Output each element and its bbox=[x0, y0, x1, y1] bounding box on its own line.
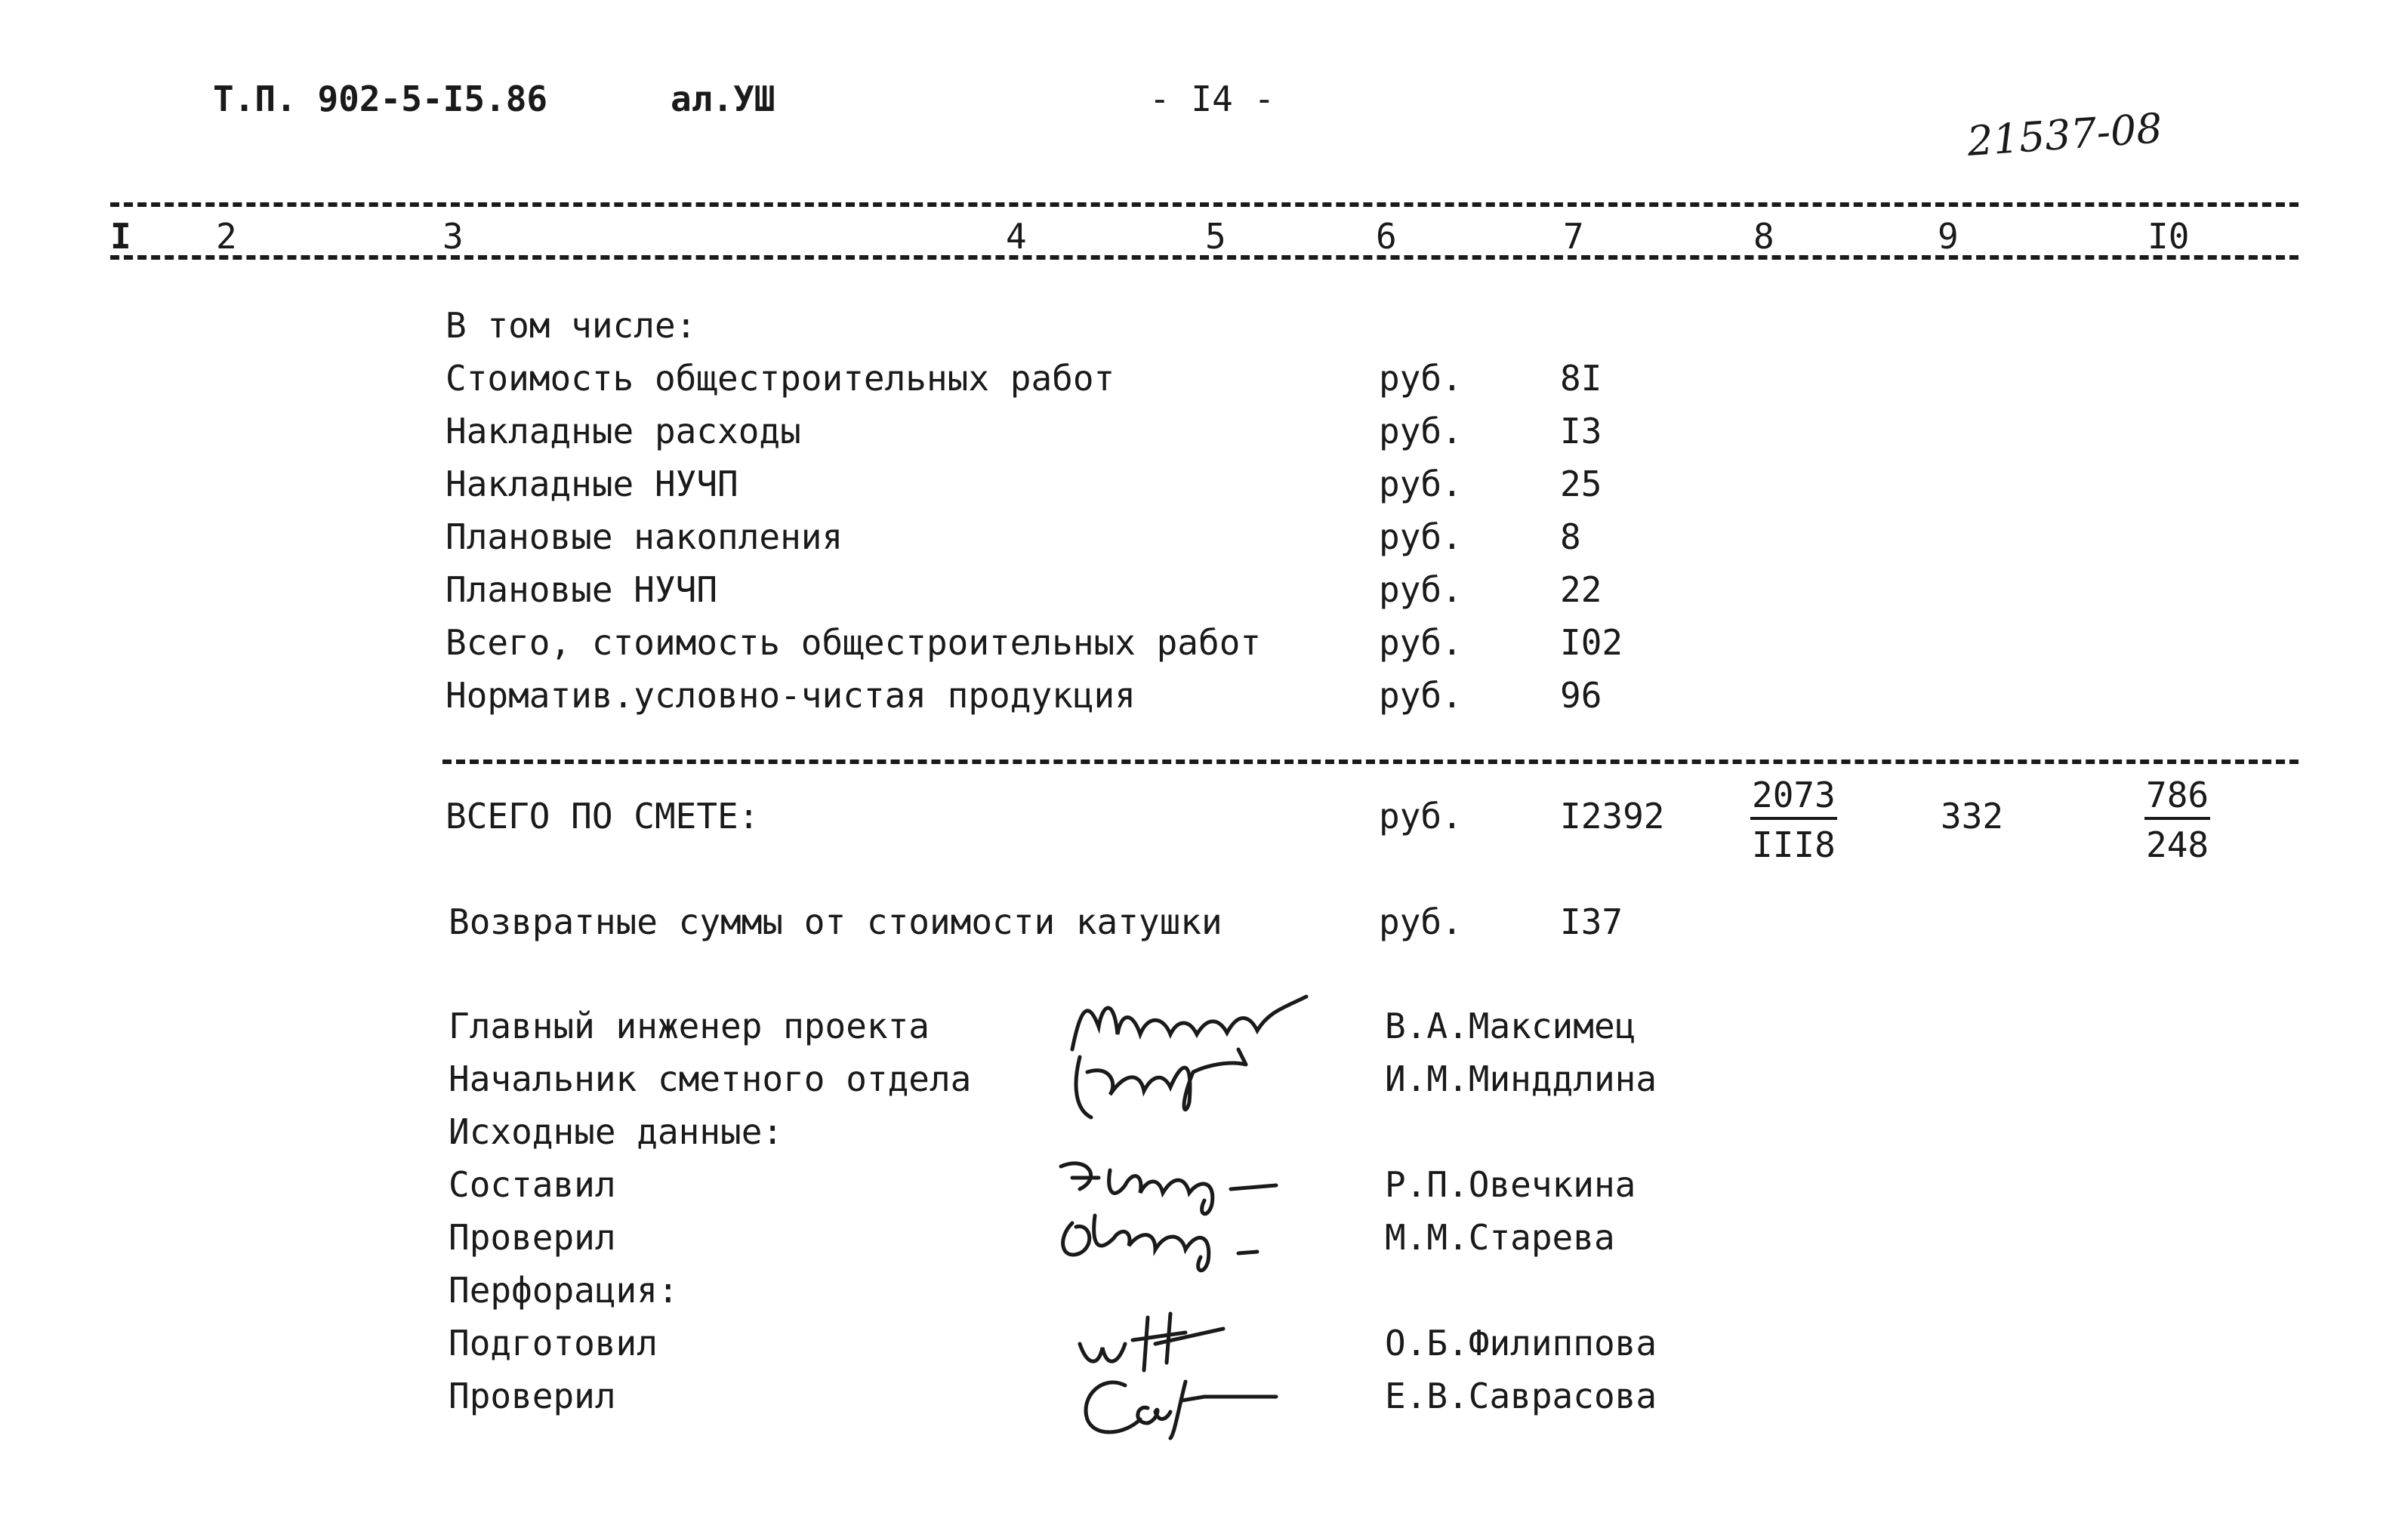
signatory-name: Р.П.Овечкина bbox=[1385, 1164, 1636, 1205]
total-label: ВСЕГО ПО СМЕТЕ: bbox=[446, 796, 760, 837]
total-col8 bbox=[1750, 775, 1837, 865]
stamp-number: 21537-08 bbox=[1966, 104, 2164, 165]
signature-stareva bbox=[1050, 1200, 1321, 1283]
breakdown-value: I3 bbox=[1560, 411, 1602, 451]
total-col10-top: 786 bbox=[2144, 778, 2210, 820]
column-number: 8 bbox=[1753, 216, 1774, 257]
breakdown-label: Норматив.условно-чистая продукция bbox=[446, 675, 1136, 716]
breakdown-label: Накладные НУЧП bbox=[446, 464, 738, 504]
breakdown-label: Накладные расходы bbox=[446, 411, 801, 451]
breakdown-unit: руб. bbox=[1379, 516, 1463, 557]
signature-role: Главный инженер проекта bbox=[449, 1006, 930, 1046]
breakdown-value: I02 bbox=[1560, 622, 1623, 663]
column-number: 6 bbox=[1376, 216, 1397, 257]
breakdown-label: Плановые накопления bbox=[446, 516, 843, 557]
signature-role: Исходные данные: bbox=[449, 1111, 784, 1152]
total-col10-bottom: 248 bbox=[2146, 824, 2209, 865]
column-number: 9 bbox=[1938, 216, 1959, 257]
breakdown-unit: руб. bbox=[1379, 411, 1463, 451]
signature-role: Подготовил bbox=[449, 1323, 658, 1363]
refund-unit: руб. bbox=[1379, 901, 1463, 942]
refund-value: I37 bbox=[1560, 901, 1623, 942]
breakdown-value: 96 bbox=[1560, 675, 1602, 716]
page-number: - I4 - bbox=[1149, 79, 1275, 119]
total-col10 bbox=[2144, 775, 2210, 865]
breakdown-unit: руб. bbox=[1379, 569, 1463, 610]
signature-role: Составил bbox=[449, 1164, 616, 1205]
breakdown-value: 25 bbox=[1560, 464, 1602, 504]
document-code: Т.П. 902-5-I5.86 bbox=[213, 79, 548, 119]
signatory-name: О.Б.Филиппова bbox=[1385, 1323, 1657, 1363]
breakdown-label: Плановые НУЧП bbox=[446, 569, 718, 610]
signature-role: Проверил bbox=[449, 1217, 616, 1258]
breakdown-label: Стоимость общестроительных работ bbox=[446, 358, 1115, 399]
refund-label: Возвратные суммы от стоимости катушки bbox=[449, 901, 1222, 942]
breakdown-unit: руб. bbox=[1379, 675, 1463, 716]
signatory-name: И.М.Минддлина bbox=[1385, 1058, 1657, 1099]
album-label: ал.УШ bbox=[671, 79, 775, 119]
total-unit: руб. bbox=[1379, 796, 1463, 837]
column-number: 4 bbox=[1006, 216, 1027, 257]
signature-role: Начальник сметного отдела bbox=[449, 1058, 972, 1099]
breakdown-unit: руб. bbox=[1379, 464, 1463, 504]
section-divider bbox=[442, 760, 2299, 764]
total-col7: I2392 bbox=[1560, 796, 1665, 837]
column-number: 7 bbox=[1563, 216, 1584, 257]
breakdown-heading: В том числе: bbox=[446, 305, 697, 346]
breakdown-value: 22 bbox=[1560, 569, 1602, 610]
signature-mindlina bbox=[1057, 1042, 1299, 1125]
total-col9: 332 bbox=[1941, 796, 2004, 837]
breakdown-unit: руб. bbox=[1379, 622, 1463, 663]
column-rule-top bbox=[110, 202, 2299, 207]
column-number: I bbox=[110, 216, 131, 257]
total-col8-top: 2073 bbox=[1750, 778, 1837, 820]
signature-role: Перфорация: bbox=[449, 1270, 679, 1311]
signatory-name: Е.В.Саврасова bbox=[1385, 1376, 1657, 1416]
breakdown-label: Всего, стоимость общестроительных работ bbox=[446, 622, 1262, 663]
column-number: 2 bbox=[216, 216, 237, 257]
signature-savrasova bbox=[1072, 1367, 1299, 1442]
total-col8-bottom: III8 bbox=[1752, 824, 1836, 865]
signature-role: Проверил bbox=[449, 1376, 616, 1416]
breakdown-value: 8 bbox=[1560, 516, 1581, 557]
column-number: I0 bbox=[2147, 216, 2190, 257]
breakdown-value: 8I bbox=[1560, 358, 1602, 399]
column-number: 3 bbox=[442, 216, 464, 257]
column-number: 5 bbox=[1205, 216, 1226, 257]
breakdown-unit: руб. bbox=[1379, 358, 1463, 399]
column-rule-bottom bbox=[110, 255, 2299, 260]
signatory-name: М.М.Старева bbox=[1385, 1217, 1615, 1258]
signatory-name: В.А.Максимец bbox=[1385, 1006, 1636, 1046]
